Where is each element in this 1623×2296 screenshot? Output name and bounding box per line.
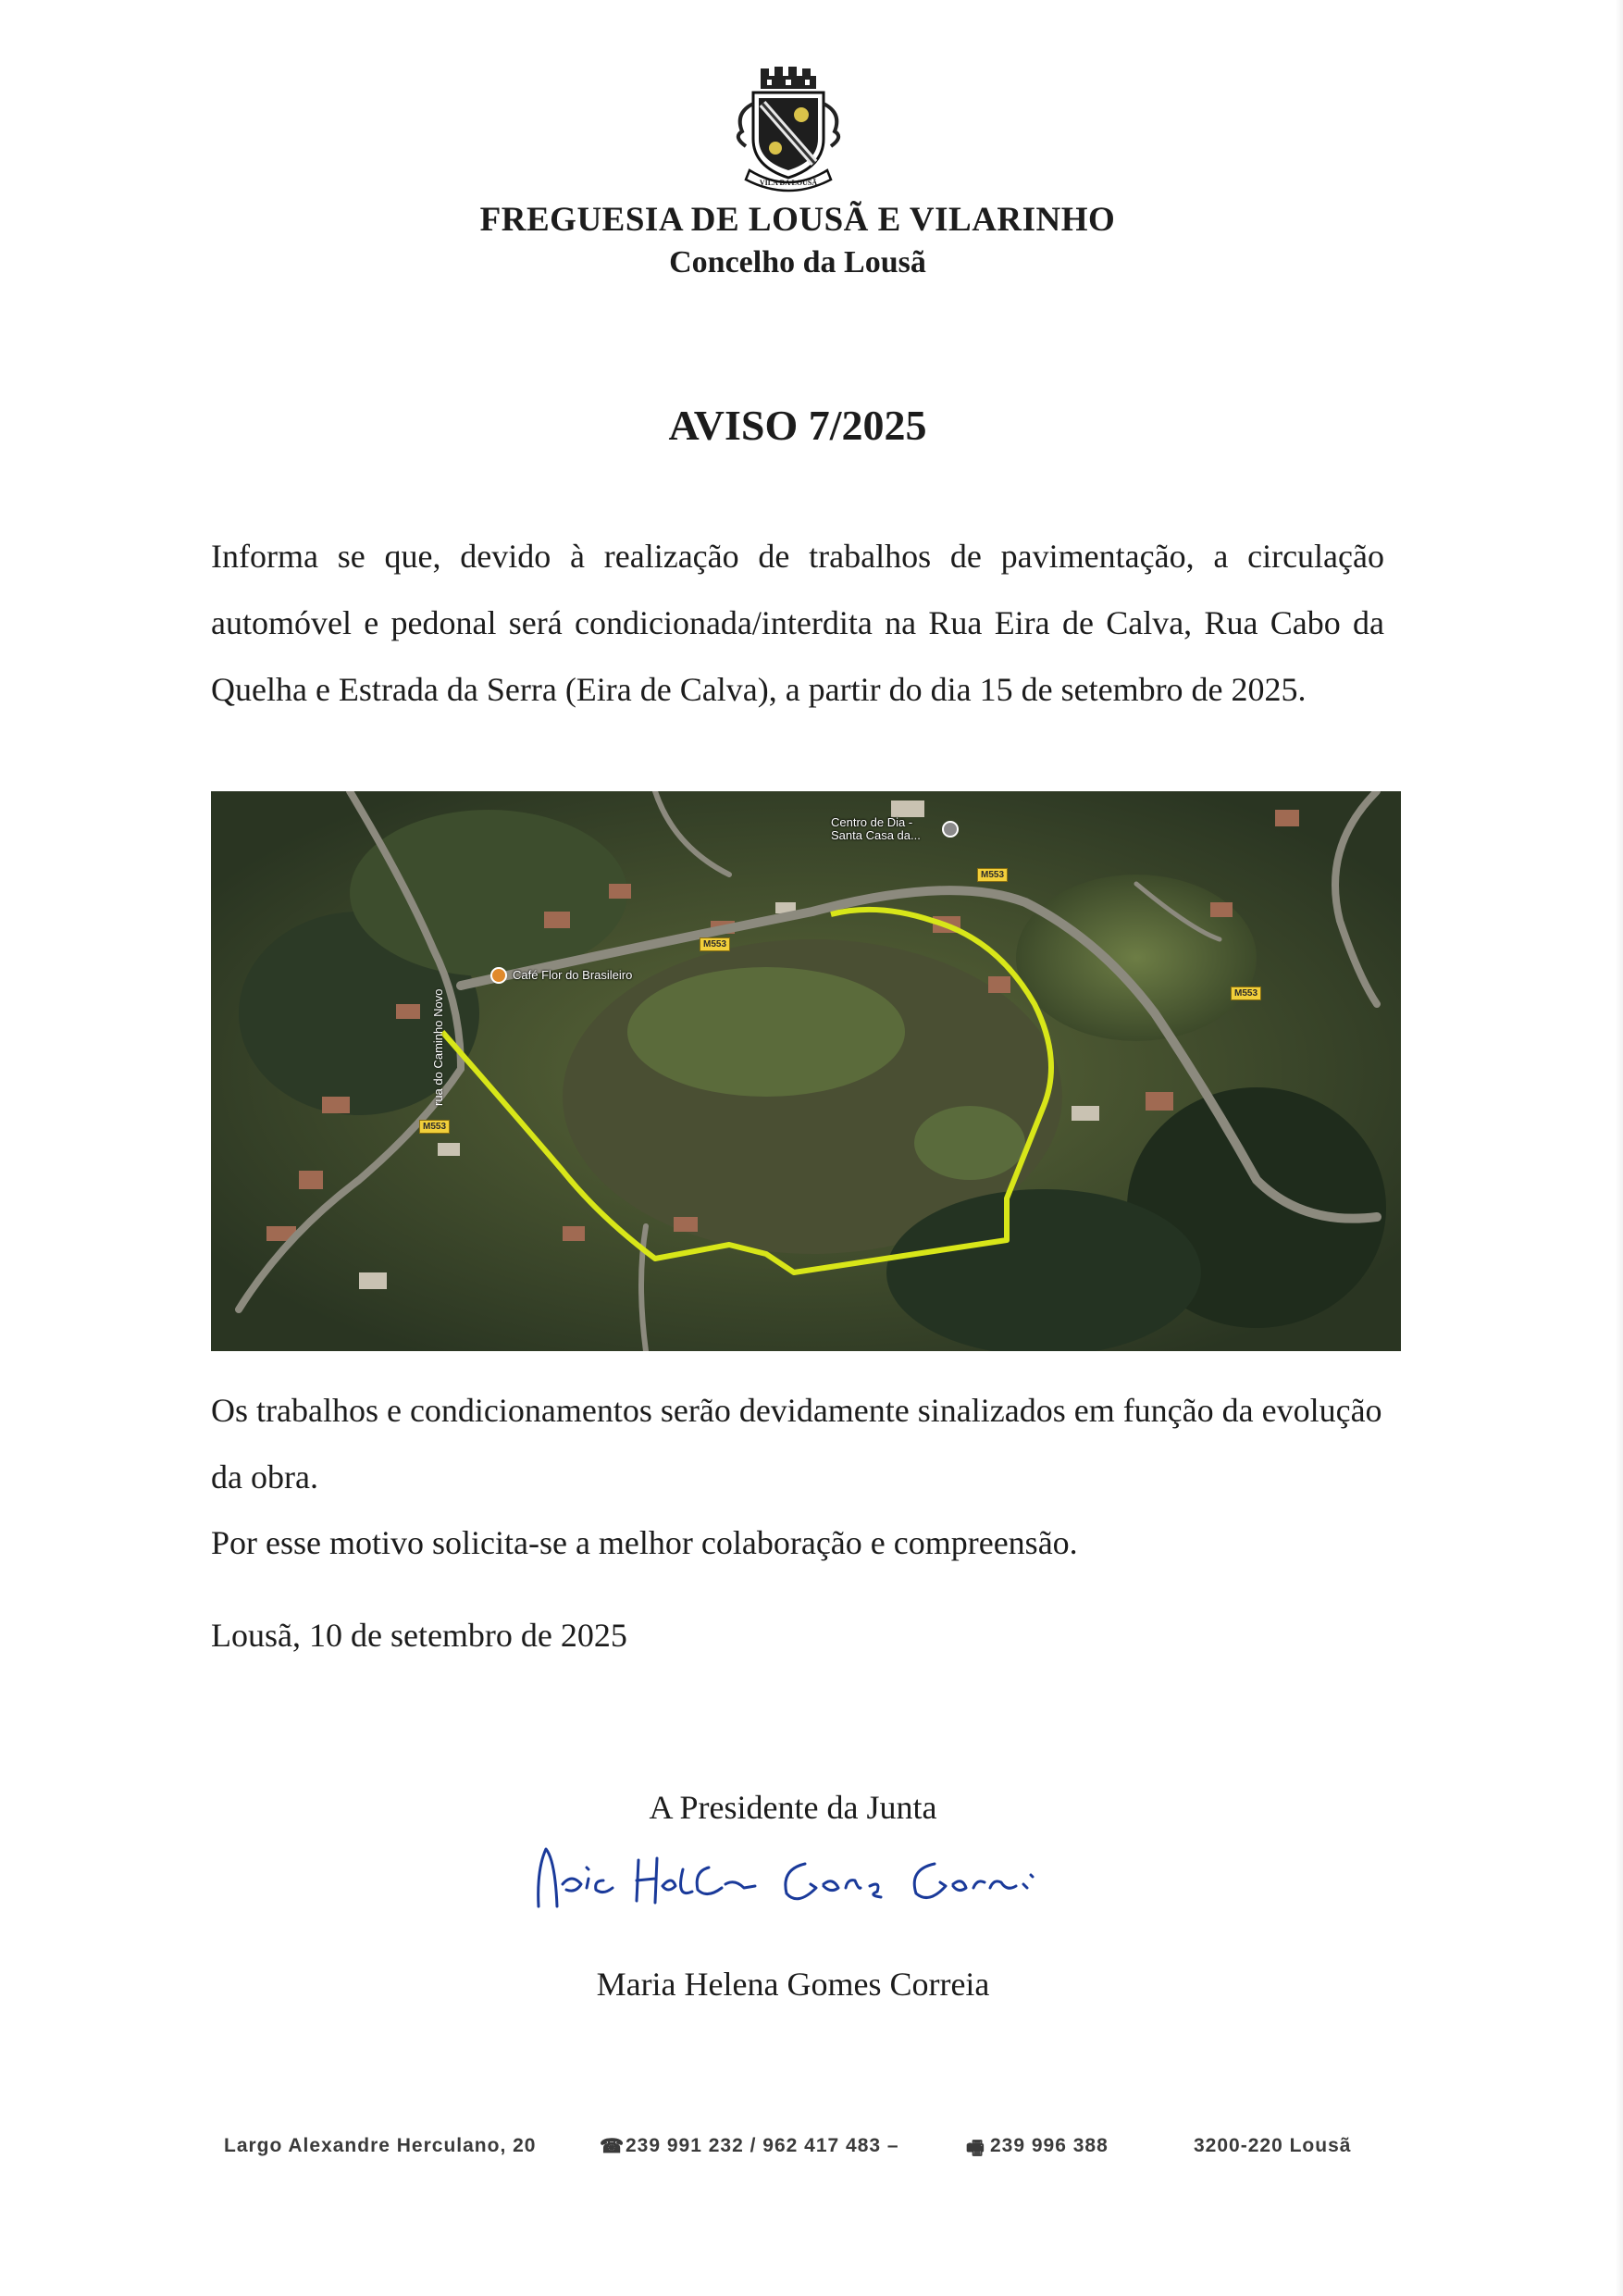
map-street-label: rua do Caminho Novo — [431, 988, 445, 1106]
road-marker: M553 — [419, 1120, 450, 1134]
map-label-cafe: Café Flor do Brasileiro — [513, 968, 633, 982]
map-label-centro: Centro de Dia - Santa Casa da... — [831, 815, 921, 842]
road-marker: M553 — [977, 868, 1008, 882]
footer-address: Largo Alexandre Herculano, 20 — [224, 2135, 537, 2156]
cafe-pin-icon — [490, 967, 507, 984]
footer-contacts — [0, 2135, 1623, 2163]
road-marker: M553 — [700, 937, 730, 951]
footer-phone: 239 991 232 / 962 417 483 – — [626, 2135, 899, 2156]
road-marker: M553 — [1231, 987, 1261, 1000]
notice-paragraph-2: Os trabalhos e condicionamentos serão devidamente sinalizados em função da evolução da obra. — [211, 1392, 1382, 1496]
handwritten-signature — [527, 1832, 1166, 1925]
notice-paragraph-3: Por esse motivo solicita-se a melhor colaboração e compreensão. — [211, 1524, 1078, 1561]
notice-title: AVISO 7/2025 — [668, 402, 927, 449]
signatory-name: Maria Helena Gomes Correia — [596, 1966, 990, 2003]
coat-of-arms-icon — [725, 67, 851, 196]
footer-fax: 239 996 388 — [990, 2135, 1109, 2156]
notice-paragraph-1: Informa se que, devido à realização de trabalhos de pavimentação, a circulação automóvel e pedonal será condicionada/interdita na Rua Eira de Calva, Rua Cabo da Quelha e Estrada da Serra (Eira de Calva), a partir do dia 15 de setembro de 2025. — [211, 538, 1384, 708]
issue-date: Lousã, 10 de setembro de 2025 — [211, 1617, 627, 1654]
location-pin-icon — [942, 821, 959, 838]
footer-postal-code: 3200-220 Lousã — [1194, 2135, 1352, 2156]
aerial-map — [211, 791, 1401, 1351]
organization-name: FREGUESIA DE LOUSÃ E VILARINHO — [479, 201, 1116, 239]
organization-subtitle: Concelho da Lousã — [669, 245, 926, 279]
signatory-role: A Presidente da Junta — [649, 1789, 937, 1826]
fax-icon: 🖷 — [966, 2138, 985, 2159]
svg-text:VILA DA LOUSÃ: VILA DA LOUSÃ — [759, 179, 818, 187]
scan-edge — [1616, 0, 1623, 2296]
telephone-icon: ☎ — [600, 2136, 626, 2157]
